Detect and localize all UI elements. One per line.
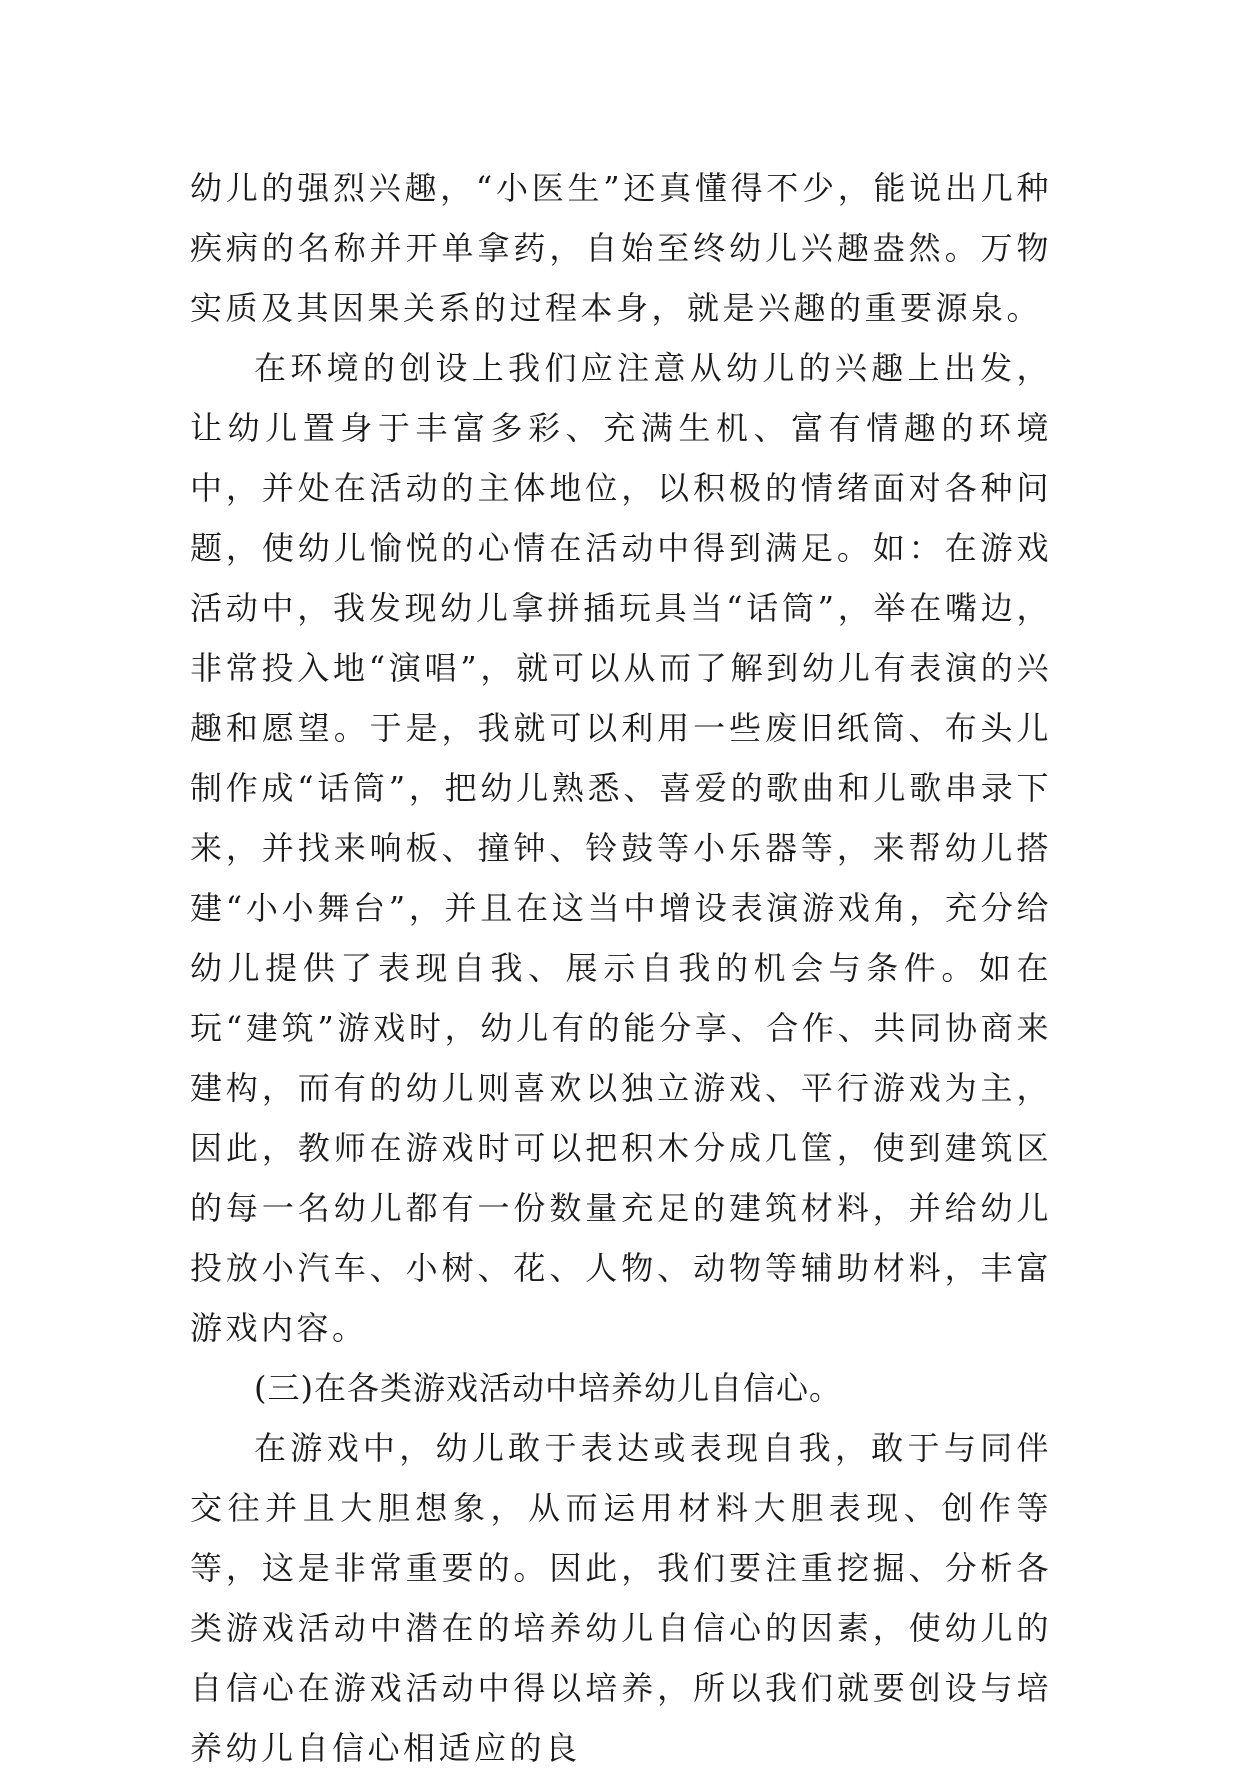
paragraph-environment: 在环境的创设上我们应注意从幼儿的兴趣上出发，让幼儿置身于丰富多彩、充满生机、富有情趣的环境中，并处在活动的主体地位，以积极的情绪面对各种问题，使幼儿愉悦的心情在活动中得到满足。如：在游戏活动中，我发现幼儿拿拼插玩具当“话筒”，举在嘴边，非常投入地“演唱”，就可以从而了解到幼儿有表演的兴趣和愿望。于是，我就可以利用一些废旧纸筒、布头儿制作成“话筒”，把幼儿熟悉、喜爱的歌曲和儿歌串录下来，并找来响板、撞钟、铃鼓等小乐器等，来帮幼儿搭建“小小舞台”，并且在这当中增设表演游戏角，充分给幼儿提供了表现自我、展示自我的机会与条件。如在玩“建筑”游戏时，幼儿有的能分享、合作、共同协商来建构，而有的幼儿则喜欢以独立游戏、平行游戏为主，因此，教师在游戏时可以把积木分成几筐，使到建筑区的每一名幼儿都有一份数量充足的建筑材料，并给幼儿投放小汽车、小树、花、人物、动物等辅助材料，丰富游戏内容。	[190, 349, 1052, 1347]
paragraph-confidence: 在游戏中，幼儿敢于表达或表现自我，敢于与同伴交往并且大胆想象，从而运用材料大胆表现、创作等等，这是非常重要的。因此，我们要注重挖掘、分析各类游戏活动中潜在的培养幼儿自信心的因素，使幼儿的自信心在游戏活动中得以培养，所以我们就要创设与培养幼儿自信心相适应的良	[190, 1429, 1052, 1767]
body-text	[190, 158, 1052, 1778]
section-heading: (三)在各类游戏活动中培养幼儿自信心。	[254, 1369, 842, 1407]
paragraph-continuation: 幼儿的强烈兴趣，“小医生”还真懂得不少，能说出几种疾病的名称并开单拿药，自始至终幼儿兴趣盎然。万物实质及其因果关系的过程本身，就是兴趣的重要源泉。	[190, 169, 1052, 327]
